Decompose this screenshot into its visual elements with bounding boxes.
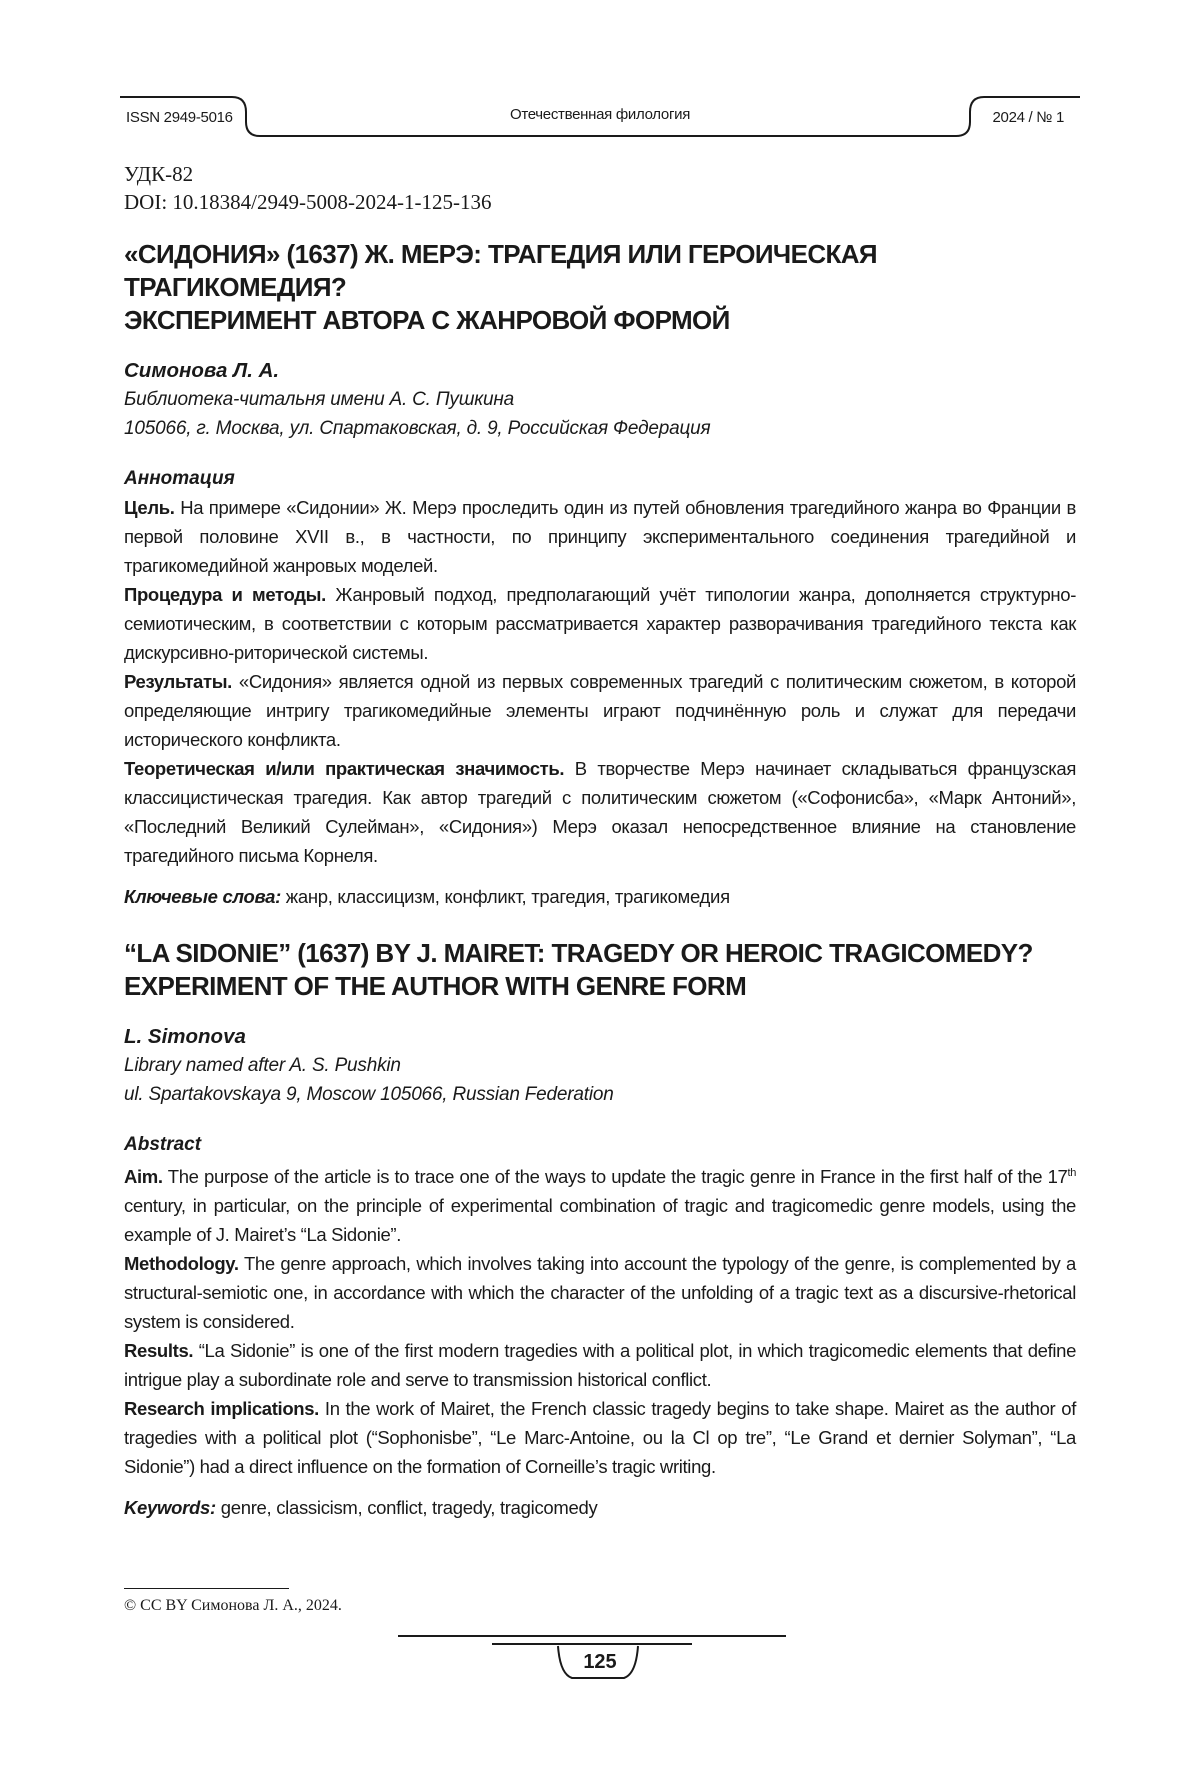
affiliation-ru-line1: Библиотека-читальня имени А. С. Пушкина <box>124 389 515 410</box>
page-number: 125 <box>583 1651 617 1673</box>
implications-label-en: Research implications. <box>124 1398 319 1420</box>
methods-text-ru: Жанровый подход, предполагающий учёт типологии жанра, дополняется структурно-семиотическим, в соответствии с которым рассматривается характер разворачивания трагедийного текста как дискурсивно-риторической системы. <box>124 584 1077 663</box>
methods-ru <box>124 580 1076 667</box>
author-en: L. Simonova <box>124 1025 246 1048</box>
significance-label-ru: Теоретическая и/или практическая значимость. <box>124 758 565 779</box>
results-en <box>124 1336 1076 1394</box>
title-ru-line1: «СИДОНИЯ» (1637) Ж. МЕРЭ: ТРАГЕДИЯ ИЛИ ГЕРОИЧЕСКАЯ ТРАГИКОМЕДИЯ? <box>124 239 878 302</box>
implications-text-en: In the work of Mairet, the French classic tragedy begins to take shape. Mairet as the author of tragedies with a political plot (“Sophonisbe”, “Le Marc-Antoine, ou la Cl op tre”, “Le Grand et dernier Solyman”, “La Sidonie”) had a direct influence on the formation of Corneille’s tragic writing. <box>124 1398 1077 1478</box>
journal-name: Отечественная филология <box>509 106 691 123</box>
keywords-text-ru: жанр, классицизм, конфликт, трагедия, трагикомедия <box>285 886 730 907</box>
footnote-rule <box>124 1588 289 1589</box>
issue-number: 2024 / № 1 <box>992 109 1064 126</box>
aim-en <box>124 1159 1076 1249</box>
results-ru <box>124 667 1076 754</box>
significance-ru <box>124 754 1076 870</box>
article-title-ru <box>124 238 1076 337</box>
aim-label-en: Aim. <box>124 1166 163 1188</box>
udk-code: УДК-82 <box>124 162 194 186</box>
title-en-line2: EXPERIMENT OF THE AUTHOR WITH GENRE FORM <box>124 971 747 1001</box>
results-text-ru: «Сидония» является одной из первых современных трагедий с политическим сюжетом, в которой определяющие интригу трагикомедийные элементы играют подчинённую роль и служат для передачи исторического конфликта. <box>124 671 1077 750</box>
affiliation-ru-line2: 105066, г. Москва, ул. Спартаковская, д. 9, Российская Федерация <box>124 418 711 439</box>
significance-text-ru: В творчестве Мерэ начинает складываться французская классицистическая трагедия. Как автор трагедий с политическим сюжетом («Софонисба», «Марк Антоний», «Последний Великий Сулейман», «Сидония») Мерэ оказал непосредственное влияние на становление трагедийного письма Корнеля. <box>124 758 1076 866</box>
doi[interactable]: DOI: 10.18384/2949-5008-2024-1-125-136 <box>124 190 492 214</box>
title-en-line1: “LA SIDONIE” (1637) BY J. MAIRET: TRAGEDY OR HEROIC TRAGICOMEDY? <box>124 938 1033 968</box>
keywords-label-en: Keywords: <box>124 1497 216 1519</box>
methods-label-en: Methodology. <box>124 1253 239 1275</box>
title-ru-line2: ЭКСПЕРИМЕНТ АВТОРА С ЖАНРОВОЙ ФОРМОЙ <box>124 305 730 335</box>
keywords-ru <box>124 882 1076 911</box>
aim-sup-en: th <box>1067 1167 1076 1179</box>
aim-ru <box>124 493 1076 580</box>
aim-text-ru: На примере «Сидонии» Ж. Мерэ проследить один из путей обновления трагедийного жанра во Франции в первой половине XVII в., в частности, по принципу экспериментального соединения трагедийной и трагикомедийной жанровых моделей. <box>124 497 1076 576</box>
methods-text-en: The genre approach, which involves taking into account the typology of the genre, is complemented by a structural-semiotic one, in accordance with which the character of the unfolding of a tragic text as a discursive-rhetorical system is considered. <box>124 1253 1076 1333</box>
aim-text-en-b: century, in particular, on the principle of experimental combination of tragic and tragicomedic genre models, using the example of J. Mairet’s “La Sidonie”. <box>124 1195 1076 1246</box>
author-ru: Симонова Л. А. <box>124 359 280 382</box>
implications-en <box>124 1394 1076 1481</box>
abstract-heading-ru: Аннотация <box>124 468 235 489</box>
keywords-label-ru: Ключевые слова: <box>124 886 281 907</box>
keywords-en <box>124 1493 1076 1522</box>
affiliation-en-line1: Library named after A. S. Pushkin <box>124 1055 401 1076</box>
article-body <box>124 160 1076 1522</box>
methods-label-ru: Процедура и методы. <box>124 584 326 605</box>
aim-label-ru: Цель. <box>124 497 175 518</box>
results-label-ru: Результаты. <box>124 671 232 692</box>
aim-text-en-a: The purpose of the article is to trace one of the ways to update the tragic genre in France in the first half of the 17 <box>167 1166 1068 1188</box>
abstract-heading-en: Abstract <box>124 1134 202 1155</box>
results-text-en: “La Sidonie” is one of the first modern tragedies with a political plot, in which tragicomedic elements that define intrigue play a subordinate role and serve to transmission historical conflict. <box>124 1340 1077 1391</box>
methods-en <box>124 1249 1076 1336</box>
article-title-en <box>124 937 1076 1003</box>
issn: ISSN 2949-5016 <box>126 109 233 126</box>
license-footnote: © CC BY Симонова Л. А., 2024. <box>124 1597 342 1614</box>
keywords-text-en: genre, classicism, conflict, tragedy, tragicomedy <box>220 1497 598 1519</box>
results-label-en: Results. <box>124 1340 194 1362</box>
running-header <box>0 0 1200 140</box>
affiliation-en-line2: ul. Spartakovskaya 9, Moscow 105066, Russian Federation <box>124 1084 614 1105</box>
